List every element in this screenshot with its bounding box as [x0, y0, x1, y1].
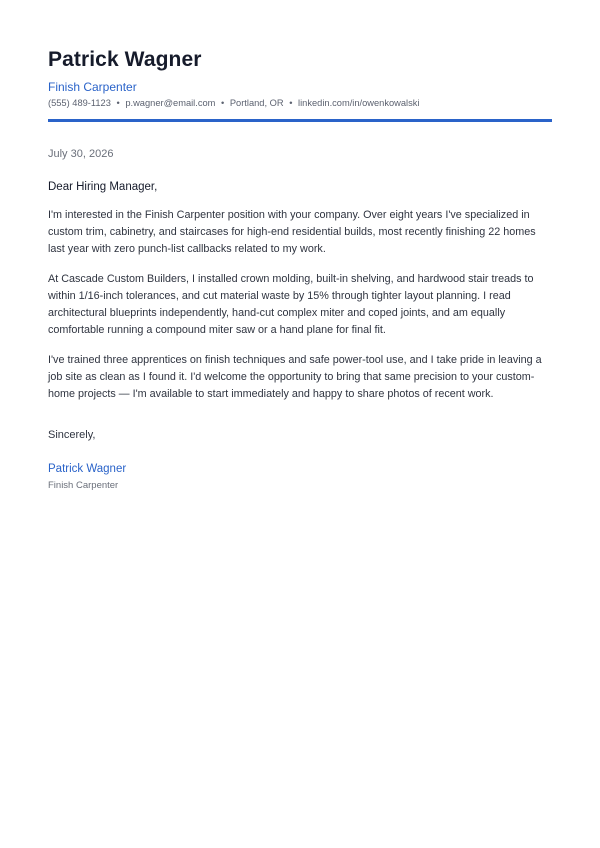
closing: Sincerely, — [48, 429, 96, 441]
body-paragraph-3: I've trained three apprentices on finish techniques and safe power-tool use, and I take pride in leaving a job site as clean as I found it. I'd welcome the opportunity to bring that same precision to your custom-home projects — I'm available to start immediately and happy to share photos of recent work. — [48, 354, 542, 400]
contact-location: Portland, OR — [229, 98, 284, 108]
signature-title: Finish Carpenter — [48, 480, 119, 491]
contact-line — [48, 98, 419, 108]
header-divider — [48, 119, 552, 122]
salutation: Dear Hiring Manager, — [48, 181, 158, 193]
contact-email: p.wagner@email.com — [125, 98, 216, 108]
body-paragraph-2: At Cascade Custom Builders, I installed crown molding, built-in shelving, and hardwood stair treads to within 1/16-inch tolerances, and cut material waste by 15% through tighter layout planning. I read architectural blueprints independently, hand-cut complex miter and coped joints, and am equally comfortable running a compound miter saw or a hand plane for final fit. — [48, 273, 534, 336]
applicant-title: Finish Carpenter — [48, 80, 137, 94]
applicant-name: Patrick Wagner — [48, 48, 202, 71]
letter-date: July 30, 2026 — [48, 148, 114, 160]
contact-phone: (555) 489-1123 — [48, 98, 111, 108]
body-paragraph-1: I'm interested in the Finish Carpenter position with your company. Over eight years I've specialized in custom trim, cabinetry, and staircases for high-end residential builds, most recently finishing 22 homes last year with zero punch-list callbacks related to my work. — [48, 209, 536, 255]
separator-bullet: • — [289, 98, 293, 108]
separator-bullet: • — [116, 98, 120, 108]
separator-bullet: • — [220, 98, 225, 108]
contact-linkedin: linkedin.com/in/owenkowalski — [298, 98, 420, 108]
signature-name: Patrick Wagner — [48, 463, 127, 475]
